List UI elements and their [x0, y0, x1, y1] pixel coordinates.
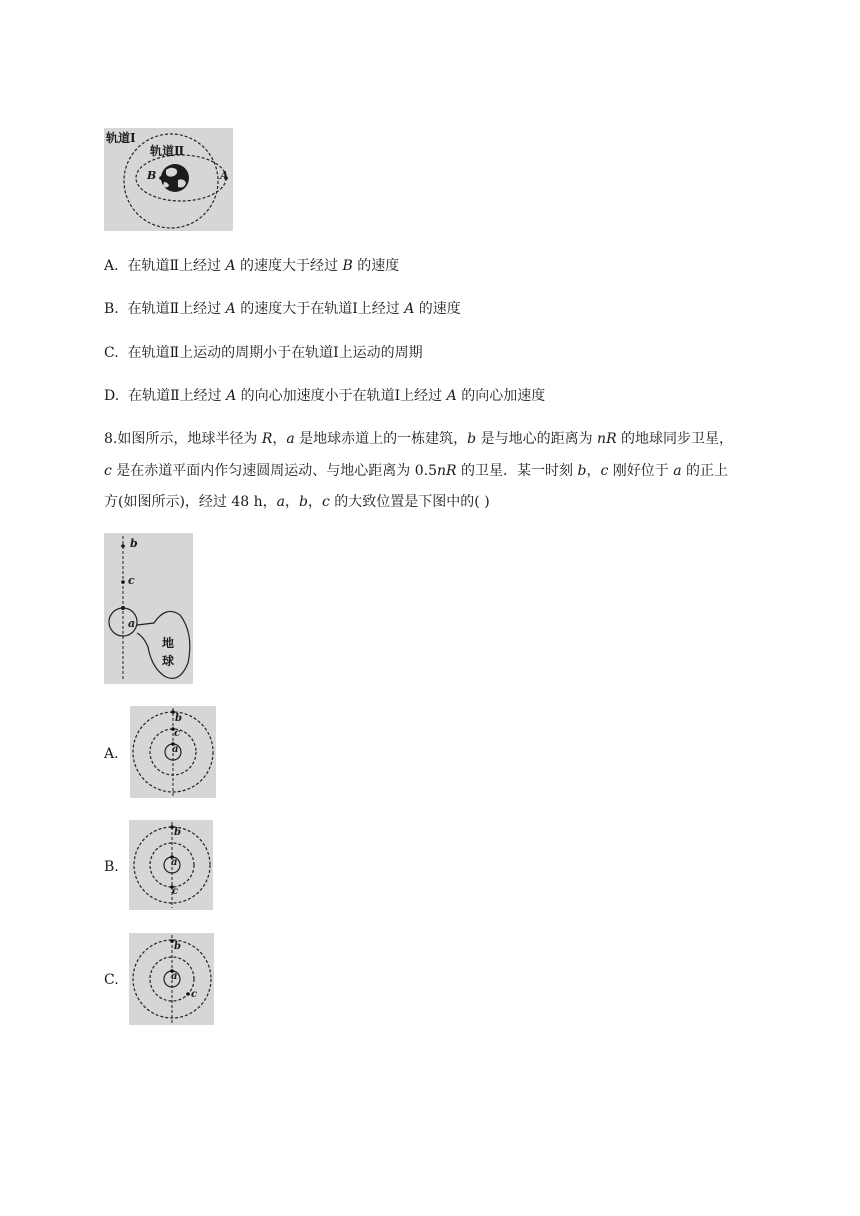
- option-a-c-label: c: [174, 728, 181, 739]
- orbit-2-label: 轨道Ⅱ: [150, 144, 185, 158]
- q7-option-c: C. 在轨道Ⅱ上运动的周期小于在轨道Ⅰ上运动的周期: [104, 345, 423, 361]
- option-c-b-label: b: [174, 941, 181, 952]
- orbit-1-label: 轨道Ⅰ: [106, 131, 136, 145]
- q8-option-a-letter: A.: [104, 746, 119, 762]
- option-b-c-label: c: [172, 886, 179, 897]
- option-b-b-label: b: [174, 827, 181, 838]
- q7-option-a: A. 在轨道Ⅱ上经过 A 的速度大于经过 B 的速度: [104, 258, 400, 274]
- option-a-b-label: b: [175, 713, 182, 724]
- building-a-label: a: [128, 617, 136, 630]
- option-a-a-label: a: [172, 744, 179, 755]
- q8-stem-line-2: c 是在赤道平面内作匀速圆周运动、与地心距离为 0.5nR 的卫星．某一时刻 b，c 刚好位于 a 的正上: [104, 463, 729, 479]
- point-b-label: B: [147, 169, 157, 182]
- q7-option-b: B. 在轨道Ⅱ上经过 A 的速度大于在轨道Ⅰ上经过 A 的速度: [104, 301, 461, 317]
- q8-option-c-figure: [129, 933, 214, 1025]
- q8-option-c-letter: C.: [104, 972, 119, 988]
- q8-stem-line-1: 8.如图所示，地球半径为 R，a 是地球赤道上的一栋建筑，b 是与地心的距离为 nR 的地球同步卫星，: [104, 431, 734, 447]
- earth-label-2: 球: [162, 654, 175, 668]
- point-a-label: A: [220, 169, 229, 182]
- earth-satellites-figure: [104, 533, 193, 684]
- satellite-b-label: b: [130, 537, 138, 550]
- option-c-a-label: a: [171, 971, 178, 982]
- q8-stem-line-3: 方(如图所示)，经过 48 h，a，b，c 的大致位置是下图中的( ): [104, 494, 490, 510]
- q8-option-b-figure: [129, 820, 213, 910]
- earth-globe: [161, 164, 189, 192]
- q7-option-d: D. 在轨道Ⅱ上经过 A 的向心加速度小于在轨道Ⅰ上经过 A 的向心加速度: [104, 388, 546, 404]
- q8-option-a-figure: [130, 706, 216, 798]
- option-b-a-label: a: [171, 857, 178, 868]
- earth-label-1: 地: [162, 636, 175, 650]
- satellite-c-label: c: [128, 574, 135, 587]
- option-c-c-label: c: [191, 989, 198, 1000]
- q8-option-b-letter: B.: [104, 859, 119, 875]
- orbit-figure: [104, 128, 233, 231]
